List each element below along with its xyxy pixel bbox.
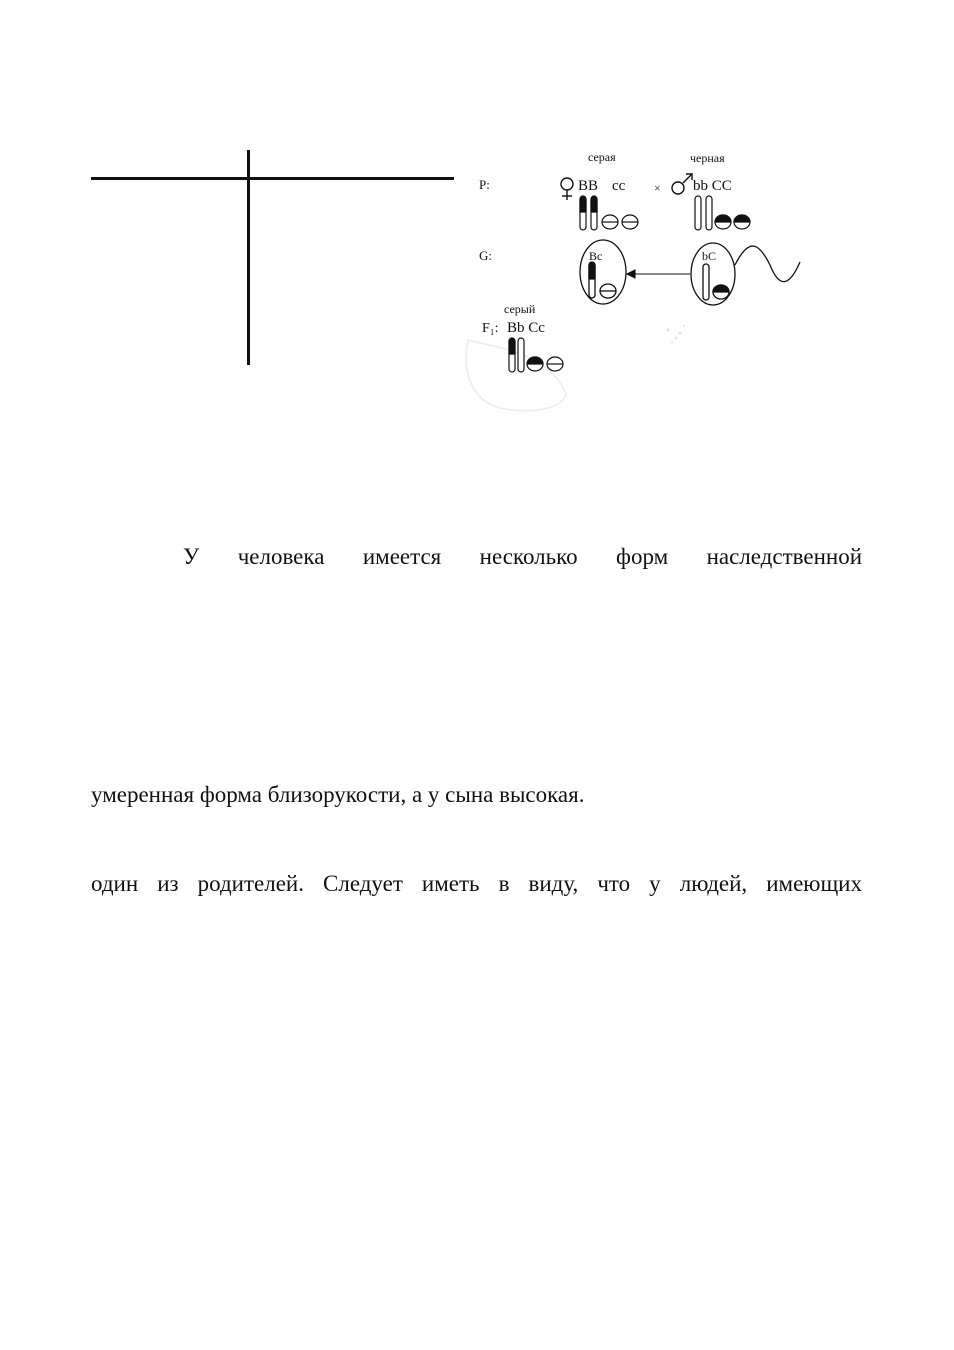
female-color-label: серая <box>588 150 616 164</box>
paragraph-parents-note: один из родителей. Следует иметь в виду, что у людей, имеющих <box>91 871 862 896</box>
female-genotype-c: cc <box>612 178 626 194</box>
female-chromosomes <box>580 196 638 230</box>
male-color-label: черная <box>690 151 725 165</box>
male-sign-icon <box>672 174 692 194</box>
male-chromosomes <box>695 196 750 230</box>
cross-sign: × <box>654 181 661 195</box>
offspring-chromosomes <box>509 338 563 372</box>
row-label-p: P: <box>479 177 490 192</box>
male-gamete-label: bC <box>702 249 717 263</box>
female-genotype-b: BB <box>578 178 599 194</box>
row-label-g: G: <box>479 248 492 263</box>
fertilization-arrow-icon <box>627 270 690 278</box>
female-gamete-label: Bc <box>589 249 603 263</box>
female-sign-icon <box>561 178 573 200</box>
offspring-color-label: серый <box>504 302 536 316</box>
egg-gamete-icon <box>580 240 626 304</box>
paragraph-myopia-son: умеренная форма близорукости, а у сына высокая. <box>91 782 585 807</box>
row-label-f1: F₁: <box>482 321 499 336</box>
faint-dots <box>667 325 686 343</box>
faint-smudge-mark <box>466 340 566 411</box>
offspring-genotype: Bb Cc <box>507 320 545 336</box>
male-genotype: bb CC <box>693 178 732 194</box>
paragraph-heredity-forms: У человека имеется несколько форм наследственной <box>183 544 862 569</box>
